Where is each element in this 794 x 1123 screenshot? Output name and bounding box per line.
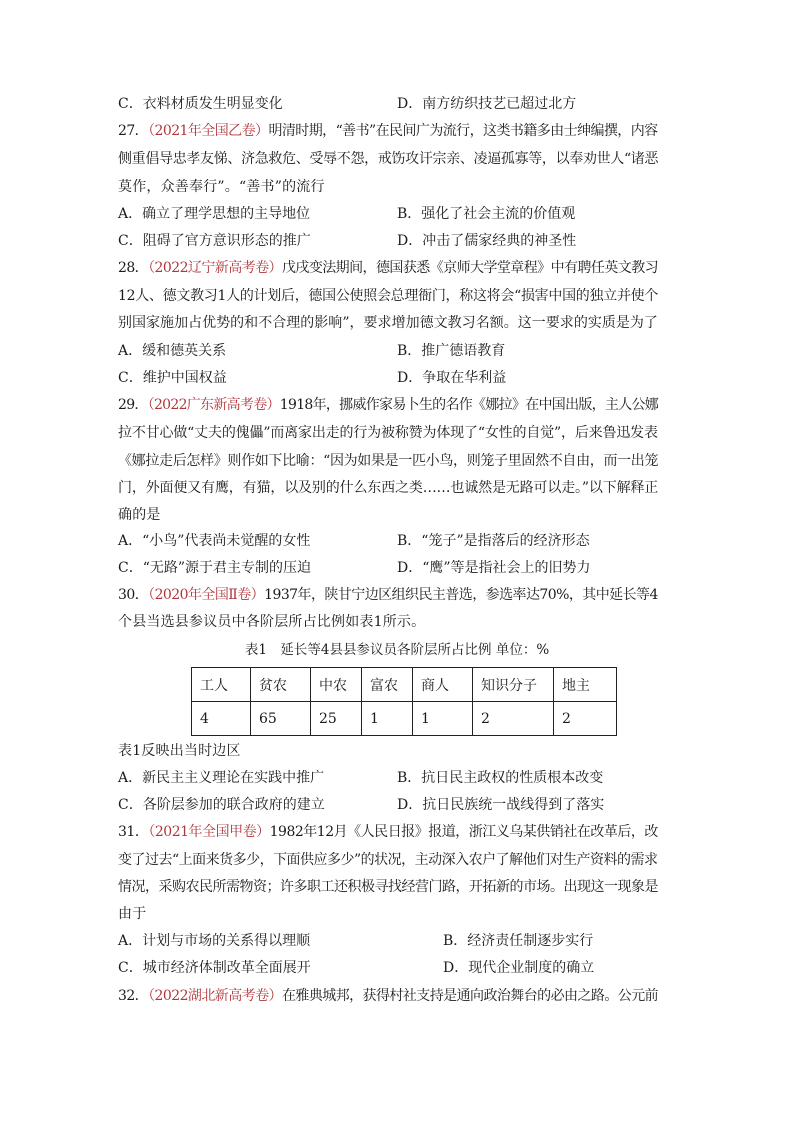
table-header-cell: 地主 (554, 668, 617, 702)
q29-stem-line5: 确的是 (118, 507, 161, 523)
table-caption: 表1 延长等4县县参议员各阶层所占比例 单位：% (244, 642, 550, 658)
table-cell: 65 (251, 702, 311, 736)
q28-option-a: A．缓和德英关系 (118, 343, 227, 359)
q31-stem (118, 822, 658, 842)
q27-option-b: B．强化了社会主流的价值观 (397, 206, 576, 222)
q31-stem-line3: 情况，采购农民所需物资；许多职工还积极寻找经营门路，开拓新的市场。出现这一现象是 (118, 879, 658, 895)
table-cell: 4 (192, 702, 251, 736)
q31-stem-line4: 由于 (118, 906, 147, 922)
q28-stem-line2: 12人、德文教习1人的计划后，德国公使照会总理衙门，称这将会“损害中国的独立并使个 (118, 288, 659, 304)
q29-stem-line1: 1918年，挪威作家易卜生的名作《娜拉》在中国出版，主人公娜 (279, 397, 659, 413)
table-cell: 1 (362, 702, 413, 736)
q29-stem (118, 395, 658, 415)
table-header-cell: 富农 (362, 668, 413, 702)
q30-stem-line1: 1937年，陕甘宁边区组织民主普选，参选率达70%，其中延长等4 (264, 587, 658, 603)
q31-option-a: A．计划与市场的关系得以理顺 (118, 933, 311, 949)
q29-source: （2022广东新高考卷） (147, 397, 280, 413)
q32-number: 32． (118, 988, 149, 1004)
table-header-cell: 商人 (413, 668, 473, 702)
q30-stem-line2: 个县当选县参议员中各阶层所占比例如表1所示。 (118, 614, 426, 630)
q28-option-b: B．推广德语教育 (397, 343, 506, 359)
table-header-cell: 贫农 (251, 668, 311, 702)
q27-stem (118, 121, 658, 141)
q29-option-b: B．“笼子”是指落后的经济形态 (397, 533, 590, 549)
q31-stem-line2: 变了过去“上面来货多少，下面供应多少”的状况，主动深入农户了解他们对生产资料的需求 (118, 852, 658, 868)
q29-option-c: C．“无路”源于君主专制的压迫 (118, 560, 312, 576)
q32-stem-line1: 在雅典城邦，获得村社支持是通向政治舞台的必由之路。公元前 (281, 988, 659, 1004)
table-cell: 2 (473, 702, 554, 736)
q28-stem-line1: 戊戌变法期间，德国获悉《京师大学堂章程》中有聘任英文教习 (281, 260, 659, 276)
q31-option-c: C．城市经济体制改革全面展开 (118, 960, 311, 976)
table-header-cell: 工人 (192, 668, 251, 702)
q29-stem-line4: 门，外面便又有鹰，有猫，以及别的什么东西之类……也诚然是无路可以走。”以下解释正 (118, 480, 659, 496)
table-cell: 25 (311, 702, 362, 736)
table-header-cell: 知识分子 (473, 668, 554, 702)
q27-source: （2021年全国乙卷） (148, 123, 269, 139)
q26-option-d: D．南方纺织技艺已超过北方 (397, 96, 577, 112)
q30-option-c: C．各阶层参加的联合政府的建立 (118, 797, 325, 813)
q29-option-d: D．“鹰”等是指社会上的旧势力 (397, 560, 591, 576)
q28-option-d: D．争取在华利益 (397, 370, 507, 386)
q30-option-b: B．抗日民主政权的性质根本改变 (397, 770, 604, 786)
table-header-row (192, 668, 617, 702)
q30-option-d: D．抗日民族统一战线得到了落实 (397, 797, 605, 813)
q28-stem (118, 258, 658, 278)
q31-option-b: B．经济责任制逐步实行 (443, 933, 594, 949)
q30-number: 30． (118, 587, 149, 603)
data-table (191, 667, 617, 736)
q28-number: 28． (118, 260, 149, 276)
q27-stem-line2: 侧重倡导忠孝友悌、济急救危、受辱不怨，戒饬攻讦宗亲、凌逼孤寡等，以奉劝世人“诸恶 (118, 151, 659, 167)
q27-number: 27． (118, 123, 149, 139)
table-header-cell: 中农 (311, 668, 362, 702)
q30-option-a: A．新民主主义理论在实践中推广 (118, 770, 325, 786)
q27-option-a: A．确立了理学思想的主导地位 (118, 206, 311, 222)
table-cell: 1 (413, 702, 473, 736)
table-row (192, 702, 617, 736)
q26-option-c: C．衣料材质发生明显变化 (118, 96, 283, 112)
q31-stem-line1: 1982年12月《人民日报》报道，浙江义乌某供销社在改革后，改 (269, 824, 658, 840)
q27-stem-line3: 莫作，众善奉行”。“善书”的流行 (118, 179, 325, 195)
q31-source: （2021年全国甲卷） (148, 824, 270, 840)
q32-source: （2022湖北新高考卷） (148, 988, 282, 1004)
q28-stem-line3: 别国家施加占优势的和不合理的影响”，要求增加德文教习名额。这一要求的实质是为了 (118, 315, 658, 331)
q27-option-d: D．冲击了儒家经典的神圣性 (397, 233, 577, 249)
q29-stem-line3: 《娜拉走后怎样》则作如下比喻：“因为如果是一匹小鸟，则笼子里固然不自由，而一出笼 (118, 453, 659, 469)
q29-stem-line2: 拉不甘心做“丈夫的傀儡”而离家出走的行为被称赞为体现了“女性的自觉”，后来鲁迅发表 (118, 425, 658, 441)
q29-number: 29． (118, 397, 148, 413)
q31-number: 31． (118, 824, 149, 840)
q28-option-c: C．维护中国权益 (118, 370, 227, 386)
q27-stem-line1: 明清时期，“善书”在民间广为流行，这类书籍多由士绅编撰，内容 (268, 123, 658, 139)
q30-source: （2020年全国Ⅱ卷） (148, 587, 265, 603)
q30-stem (118, 585, 658, 605)
q32-stem (118, 986, 658, 1006)
q27-option-c: C．阻碍了官方意识形态的推广 (118, 233, 311, 249)
q29-option-a: A．“小鸟”代表尚未觉醒的女性 (118, 533, 311, 549)
table-cell: 2 (554, 702, 617, 736)
q28-source: （2022辽宁新高考卷） (148, 260, 282, 276)
q31-option-d: D．现代企业制度的确立 (443, 960, 595, 976)
q30-after-table: 表1反映出当时边区 (118, 743, 241, 759)
